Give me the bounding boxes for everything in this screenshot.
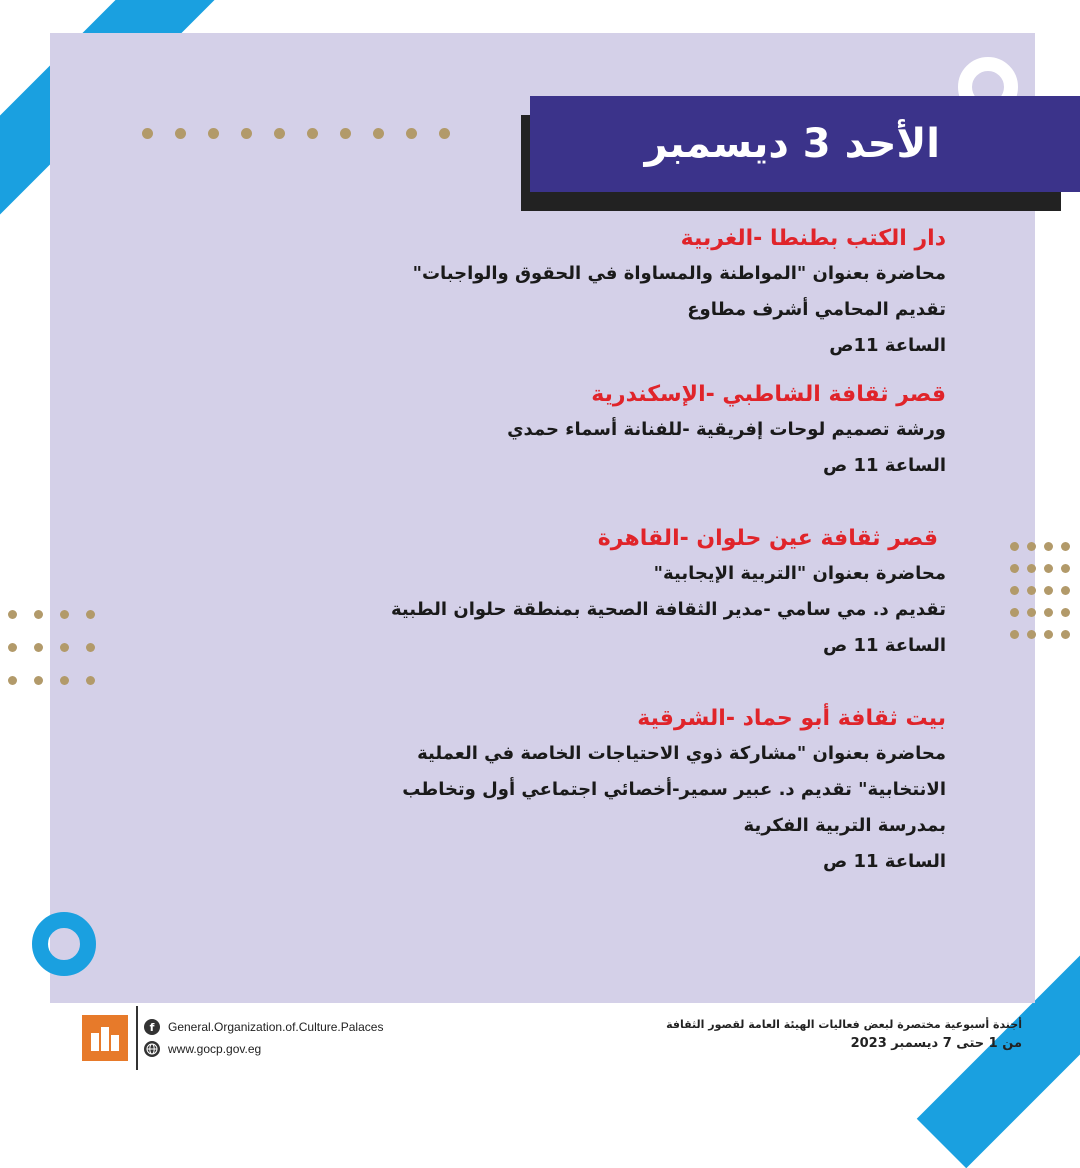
bottom-ring-decoration	[32, 912, 96, 976]
event-line: محاضرة بعنوان "المواطنة والمساواة في الحقوق والواجبات"	[412, 263, 946, 284]
event-line: تقديم د. مي سامي -مدير الثقافة الصحية بمنطقة حلوان الطبية	[391, 599, 946, 620]
website-link[interactable]	[144, 1041, 383, 1057]
event-venue: دار الكتب بطنطا -الغربية	[680, 226, 946, 251]
event-line: الساعة 11 ص	[822, 455, 946, 476]
footer-agenda	[666, 1016, 1022, 1054]
event-line: الساعة 11 ص	[822, 851, 946, 872]
website-text: www.gocp.gov.eg	[168, 1042, 262, 1056]
event-block	[246, 702, 946, 880]
page-title: الأحد 3 ديسمبر	[644, 121, 940, 167]
events-list	[246, 222, 946, 880]
event-block	[246, 522, 946, 664]
event-line: محاضرة بعنوان "التربية الإيجابية"	[653, 563, 946, 584]
facebook-icon: f	[144, 1019, 160, 1035]
title-banner	[530, 96, 1080, 192]
gocp-logo	[82, 1015, 128, 1061]
agenda-dates: من 1 حتى 7 ديسمبر 2023	[850, 1036, 1022, 1051]
top-dots-decoration	[142, 128, 450, 139]
event-line: بمدرسة التربية الفكرية	[743, 815, 946, 836]
left-dots-decoration	[8, 610, 95, 685]
facebook-text: General.Organization.of.Culture.Palaces	[168, 1020, 384, 1034]
event-block	[246, 378, 946, 484]
event-line: محاضرة بعنوان "مشاركة ذوي الاحتياجات الخاصة في العملية	[417, 743, 946, 764]
event-line: ورشة تصميم لوحات إفريقية -للفنانة أسماء حمدي	[507, 419, 946, 440]
globe-icon	[144, 1041, 160, 1057]
event-venue: قصر ثقافة الشاطبي -الإسكندرية	[591, 382, 946, 407]
event-line: الانتخابية" تقديم د. عبير سمير-أخصائي اجتماعي أول وتخاطب	[402, 779, 946, 800]
event-venue: بيت ثقافة أبو حماد -الشرقية	[637, 706, 946, 731]
agenda-title: أجندة أسبوعية مختصرة لبعض فعاليات الهيئة العامة لقصور الثقافة	[666, 1018, 1022, 1031]
right-dots-decoration	[1010, 542, 1070, 639]
facebook-link[interactable]	[144, 1019, 383, 1035]
event-line: الساعة 11 ص	[822, 635, 946, 656]
event-line: تقديم المحامي أشرف مطاوع	[687, 299, 946, 320]
event-line: الساعة 11ص	[829, 335, 946, 356]
event-venue: قصر ثقافة عين حلوان -القاهرة	[597, 526, 938, 551]
event-block	[246, 222, 946, 364]
footer-contact	[82, 1008, 383, 1068]
footer-divider	[136, 1006, 138, 1070]
social-links	[144, 1019, 383, 1057]
